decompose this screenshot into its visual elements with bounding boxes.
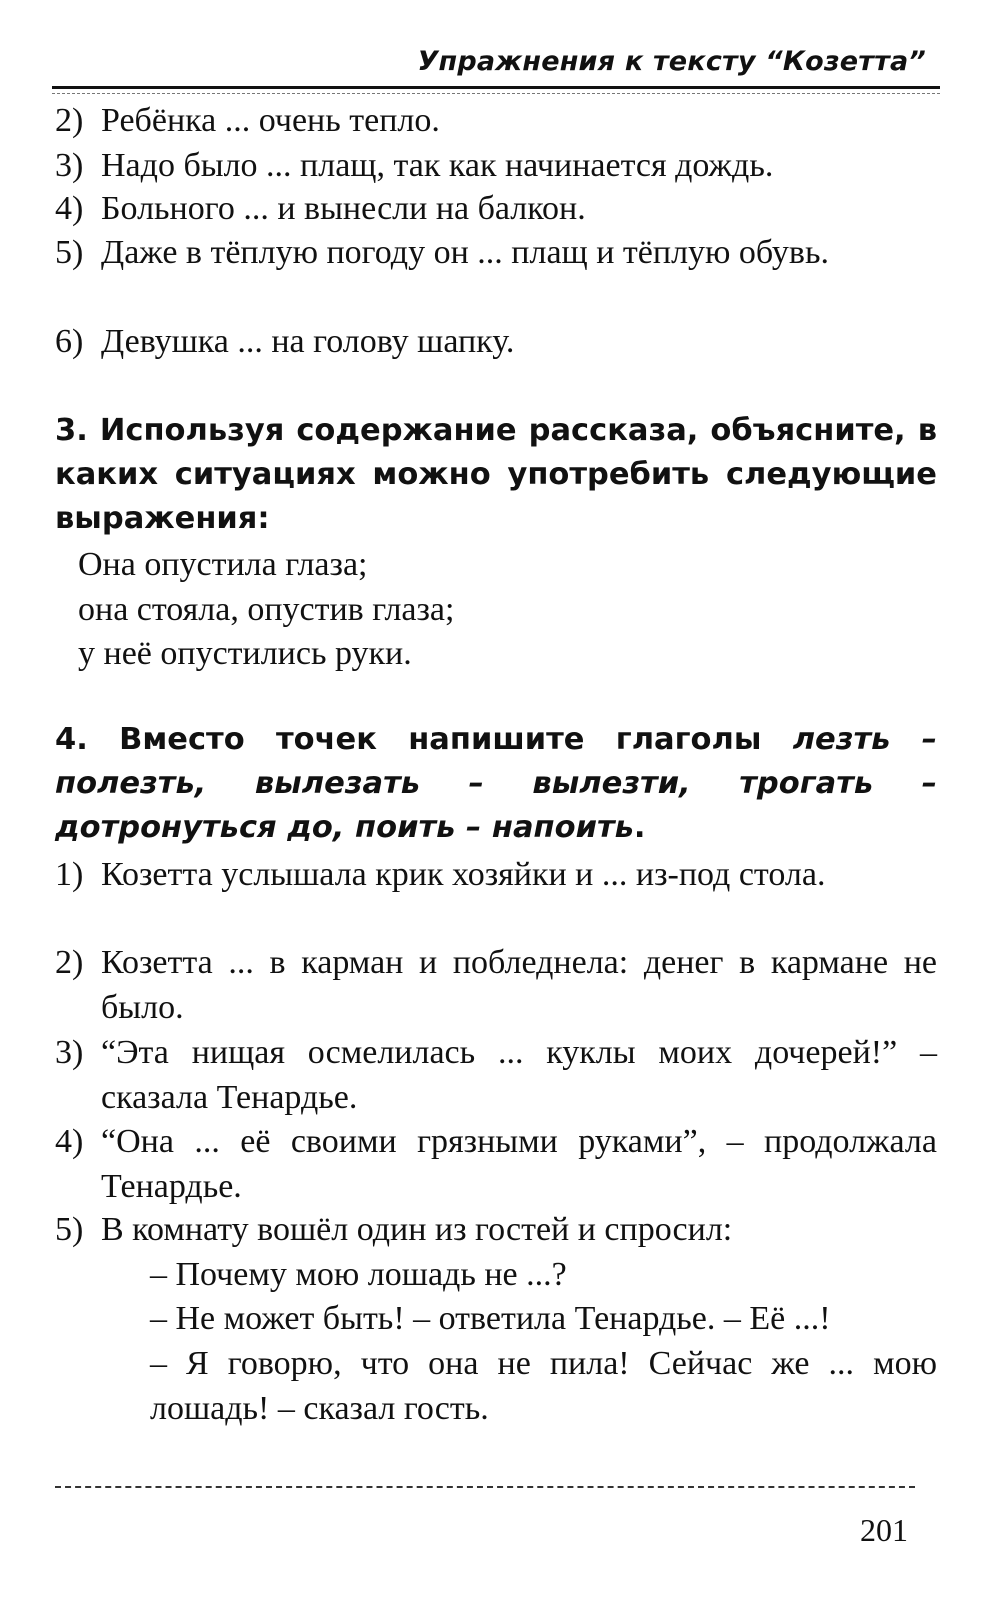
task-4-heading-plain: 4. Вместо точек напишите глаголы	[55, 722, 793, 757]
list-item	[55, 319, 937, 364]
item-number: 4)	[55, 1123, 84, 1160]
dialog-line	[100, 1252, 937, 1297]
list-item	[55, 1207, 937, 1252]
item-number: 6)	[55, 323, 84, 360]
task-3-heading: 3. Используя содержание рассказа, объясните, в каких ситуациях можно употребить следующие выражения:	[55, 413, 937, 536]
item-number: 5)	[55, 1211, 84, 1248]
task-4-heading	[55, 718, 937, 850]
item-text: Девушка ... на голову шапку.	[101, 323, 515, 360]
header-rule	[52, 86, 940, 89]
task-4-verb-pairs: лезть – полезть, вылезать – вылезти, трогать – дотронуться до, поить – напоить	[55, 722, 937, 845]
dialog-text: – Я говорю, что она не пила! Сейчас же ... мою лошадь! – сказал гость.	[150, 1345, 937, 1427]
item-text: “Эта нищая осмелилась ... куклы моих дочерей!” – сказала Тенардье.	[101, 1034, 937, 1116]
item-text: Козетта услышала крик хозяйки и ... из-под стола.	[101, 856, 826, 893]
expression-line: она стояла, опустив глаза;	[78, 591, 455, 628]
expression-line: Она опустила глаза;	[78, 546, 368, 583]
item-text: В комнату вошёл один из гостей и спросил:	[101, 1211, 733, 1248]
item-text: Больного ... и вынесли на балкон.	[101, 190, 586, 227]
expression-line: у неё опустились руки.	[78, 635, 412, 672]
item-number: 3)	[55, 147, 84, 184]
list-item	[55, 1030, 937, 1120]
page-number: 201	[860, 1512, 908, 1548]
list-item	[55, 186, 937, 231]
item-text: Козетта ... в карман и побледнела: денег в кармане не было.	[101, 944, 937, 1026]
list-item	[55, 852, 937, 897]
list-item	[55, 230, 937, 275]
item-text: Даже в тёплую погоду он ... плащ и тёплую обувь.	[101, 234, 829, 271]
dialog-line	[100, 1296, 937, 1341]
item-number: 2)	[55, 944, 84, 981]
item-text: Ребёнка ... очень тепло.	[101, 102, 440, 139]
item-text: “Она ... её своими грязными руками”, – продолжала Тенардье.	[101, 1123, 937, 1205]
item-number: 3)	[55, 1034, 84, 1071]
item-number: 1)	[55, 856, 84, 893]
dialog-text: – Не может быть! – ответила Тенардье. – Её ...!	[150, 1300, 831, 1337]
item-number: 4)	[55, 190, 84, 227]
dialog-line	[100, 1341, 937, 1431]
list-item	[55, 1119, 937, 1209]
header-rule-dashed	[52, 93, 940, 94]
dialog-text: – Почему мою лошадь не ...?	[150, 1256, 567, 1293]
list-item	[55, 940, 937, 1030]
list-item	[55, 98, 937, 143]
item-number: 2)	[55, 102, 84, 139]
item-number: 5)	[55, 234, 84, 271]
task-4-heading-end: .	[633, 810, 646, 845]
list-item	[55, 143, 937, 188]
item-text: Надо было ... плащ, так как начинается дождь.	[101, 147, 774, 184]
footer-rule	[55, 1486, 915, 1488]
running-title: Упражнения к тексту “Козетта”	[417, 46, 926, 77]
